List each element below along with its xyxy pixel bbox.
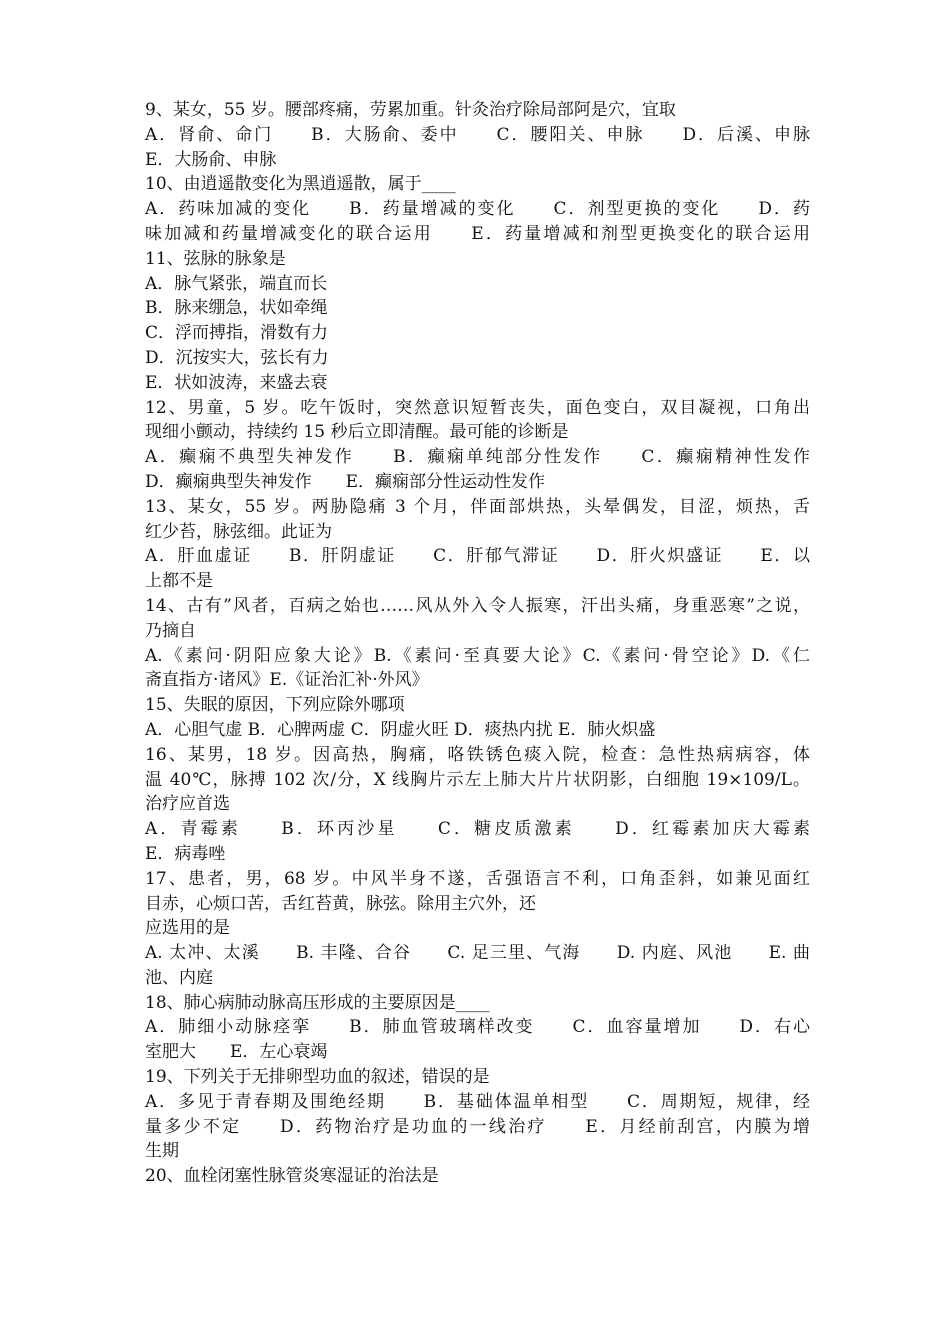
text-line: 11、弦脉的脉象是 [145, 248, 286, 269]
text-line: A．肝血虚证 B．肝阴虚证 C．肝郁气滞证 D．肝火炽盛证 E．以 [145, 546, 810, 567]
text-line: D．癫痫典型失神发作 E．癫痫部分性运动性发作 [145, 471, 546, 492]
text-line: 生期 [145, 1141, 179, 1162]
text-line: 味加减和药量增减变化的联合运用 E．药量增减和剂型更换变化的联合运用 [145, 223, 810, 244]
text-line: A．青霉素 B．环丙沙星 C．糖皮质激素 D．红霉素加庆大霉素 [145, 819, 810, 840]
text-line: 红少苔，脉弦细。此证为 [145, 521, 332, 542]
text-line: B．脉来绷急，状如牵绳 [145, 298, 328, 319]
text-line: A．癫痫不典型失神发作 B．癫痫单纯部分性发作 C．癫痫精神性发作 [145, 447, 810, 468]
text-line: D．沉按实大，弦长有力 [145, 347, 329, 368]
text-line: 17、患者，男，68 岁。中风半身不遂，舌强语言不利，口角歪斜，如兼见面红 [145, 868, 810, 889]
text-line: A.《素问·阴阳应象大论》B.《素问·至真要大论》C.《素问·骨空论》D.《仁 [145, 645, 810, 666]
text-line: 20、血栓闭塞性脉管炎寒湿证的治法是 [145, 1166, 439, 1187]
text-line: C．浮而搏指，滑数有力 [145, 323, 329, 344]
text-line: 12、男童，5 岁。吃午饭时，突然意识短暂丧失，面色变白，双目凝视，口角出 [145, 397, 810, 418]
text-line: 应选用的是 [145, 918, 230, 939]
text-line: 14、古有”风者，百病之始也……风从外入令人振寒，汗出头痛，身重恶寒”之说， [145, 595, 810, 616]
text-line: 13、某女，55 岁。两胁隐痛 3 个月，伴面部烘热，头晕偶发，目涩，烦热，舌 [145, 496, 810, 517]
text-line: 室肥大 E．左心衰竭 [145, 1042, 328, 1063]
exam-text-body [145, 98, 810, 1189]
text-line: 16、某男，18 岁。因高热，胸痛，咯铁锈色痰入院，检查：急性热病病容，体 [145, 744, 810, 765]
text-line: 乃摘自 [145, 620, 196, 641]
text-line: 上都不是 [145, 571, 213, 592]
text-line: A．心胆气虚 B．心脾两虚 C．阴虚火旺 D．痰热内扰 E．肺火炽盛 [145, 719, 656, 740]
text-line: A. 太冲、太溪 B. 丰隆、合谷 C. 足三里、气海 D. 内庭、风池 E. 曲 [145, 943, 810, 964]
text-line: 19、下列关于无排卵型功血的叙述，错误的是 [145, 1067, 490, 1088]
text-line: E．大肠俞、申脉 [145, 149, 277, 170]
text-line: A．脉气紧张，端直而长 [145, 273, 328, 294]
text-line: 18、肺心病肺动脉高压形成的主要原因是____ [145, 992, 490, 1013]
text-line: 现细小颤动，持续约 15 秒后立即清醒。最可能的诊断是 [145, 422, 569, 443]
text-line: 10、由逍遥散变化为黑逍遥散，属于____ [145, 174, 456, 195]
text-line: 9、某女，55 岁。腰部疼痛，劳累加重。针灸治疗除局部阿是穴，宜取 [145, 100, 676, 120]
text-line: 目赤，心烦口苦，舌红苔黄，脉弦。除用主穴外，还 [145, 893, 536, 914]
text-line: E．状如波涛，来盛去衰 [145, 372, 328, 393]
text-line: 斋直指方·诸风》E.《证治汇补·外风》 [145, 670, 429, 691]
text-line: E．病毒唑 [145, 843, 226, 864]
text-line: 15、失眠的原因，下列应除外哪项 [145, 695, 405, 716]
text-line: A．肾俞、命门 B．大肠俞、委中 C．腰阳关、申脉 D．后溪、申脉 [145, 124, 810, 145]
text-line: 温 40℃，脉搏 102 次/分，X 线胸片示左上肺大片片状阴影，白细胞 19×109/L。 [145, 769, 810, 790]
text-line: 池、内庭 [145, 967, 213, 988]
text-line: 量多少不定 D．药物治疗是功血的一线治疗 E．月经前刮宫，内膜为增 [145, 1116, 810, 1137]
text-line: A．多见于青春期及围绝经期 B．基础体温单相型 C．周期短，规律，经 [145, 1091, 810, 1112]
text-line: A．药味加减的变化 B．药量增减的变化 C．剂型更换的变化 D．药 [145, 199, 810, 220]
text-line: 治疗应首选 [145, 794, 230, 815]
text-line: A．肺细小动脉痉挛 B．肺血管玻璃样改变 C．血容量增加 D．右心 [145, 1017, 810, 1038]
